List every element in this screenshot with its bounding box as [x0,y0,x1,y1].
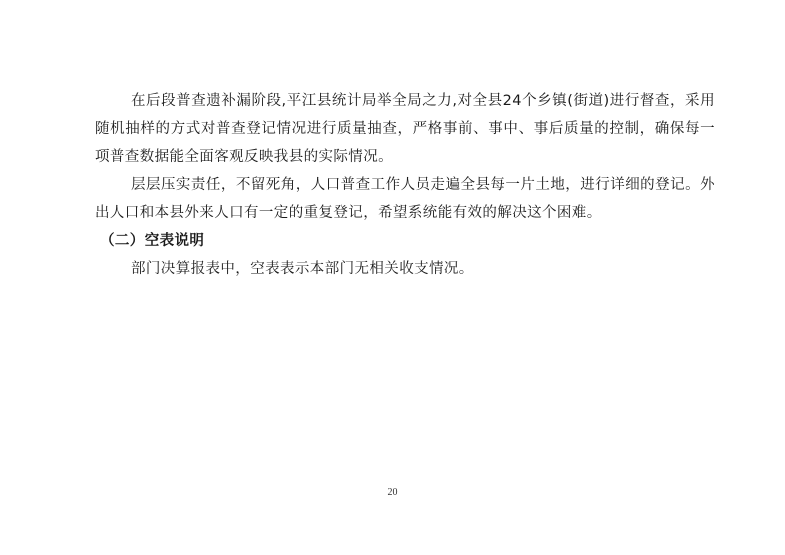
body-paragraph-responsibility: 层层压实责任，不留死角，人口普查工作人员走遍全县每一片土地，进行详细的登记。外出人口和本县外来人口有一定的重复登记，希望系统能有效的解决这个困难。 [95,177,715,221]
section-heading-empty-table: （二）空表说明 [100,233,205,249]
body-paragraph-empty-table: 部门决算报表中，空表表示本部门无相关收支情况。 [131,261,474,277]
body-paragraph-quality-check: 在后段普查遗补漏阶段,平江县统计局举全局之力,对全县24个乡镇(街道)进行督查，采用随机抽样的方式对普查登记情况进行质量抽查，严格事前、事中、事后质量的控制，确保每一项普查数据能全面客观反映我县的实际情况。 [95,93,715,165]
page-number: 20 [387,487,398,498]
